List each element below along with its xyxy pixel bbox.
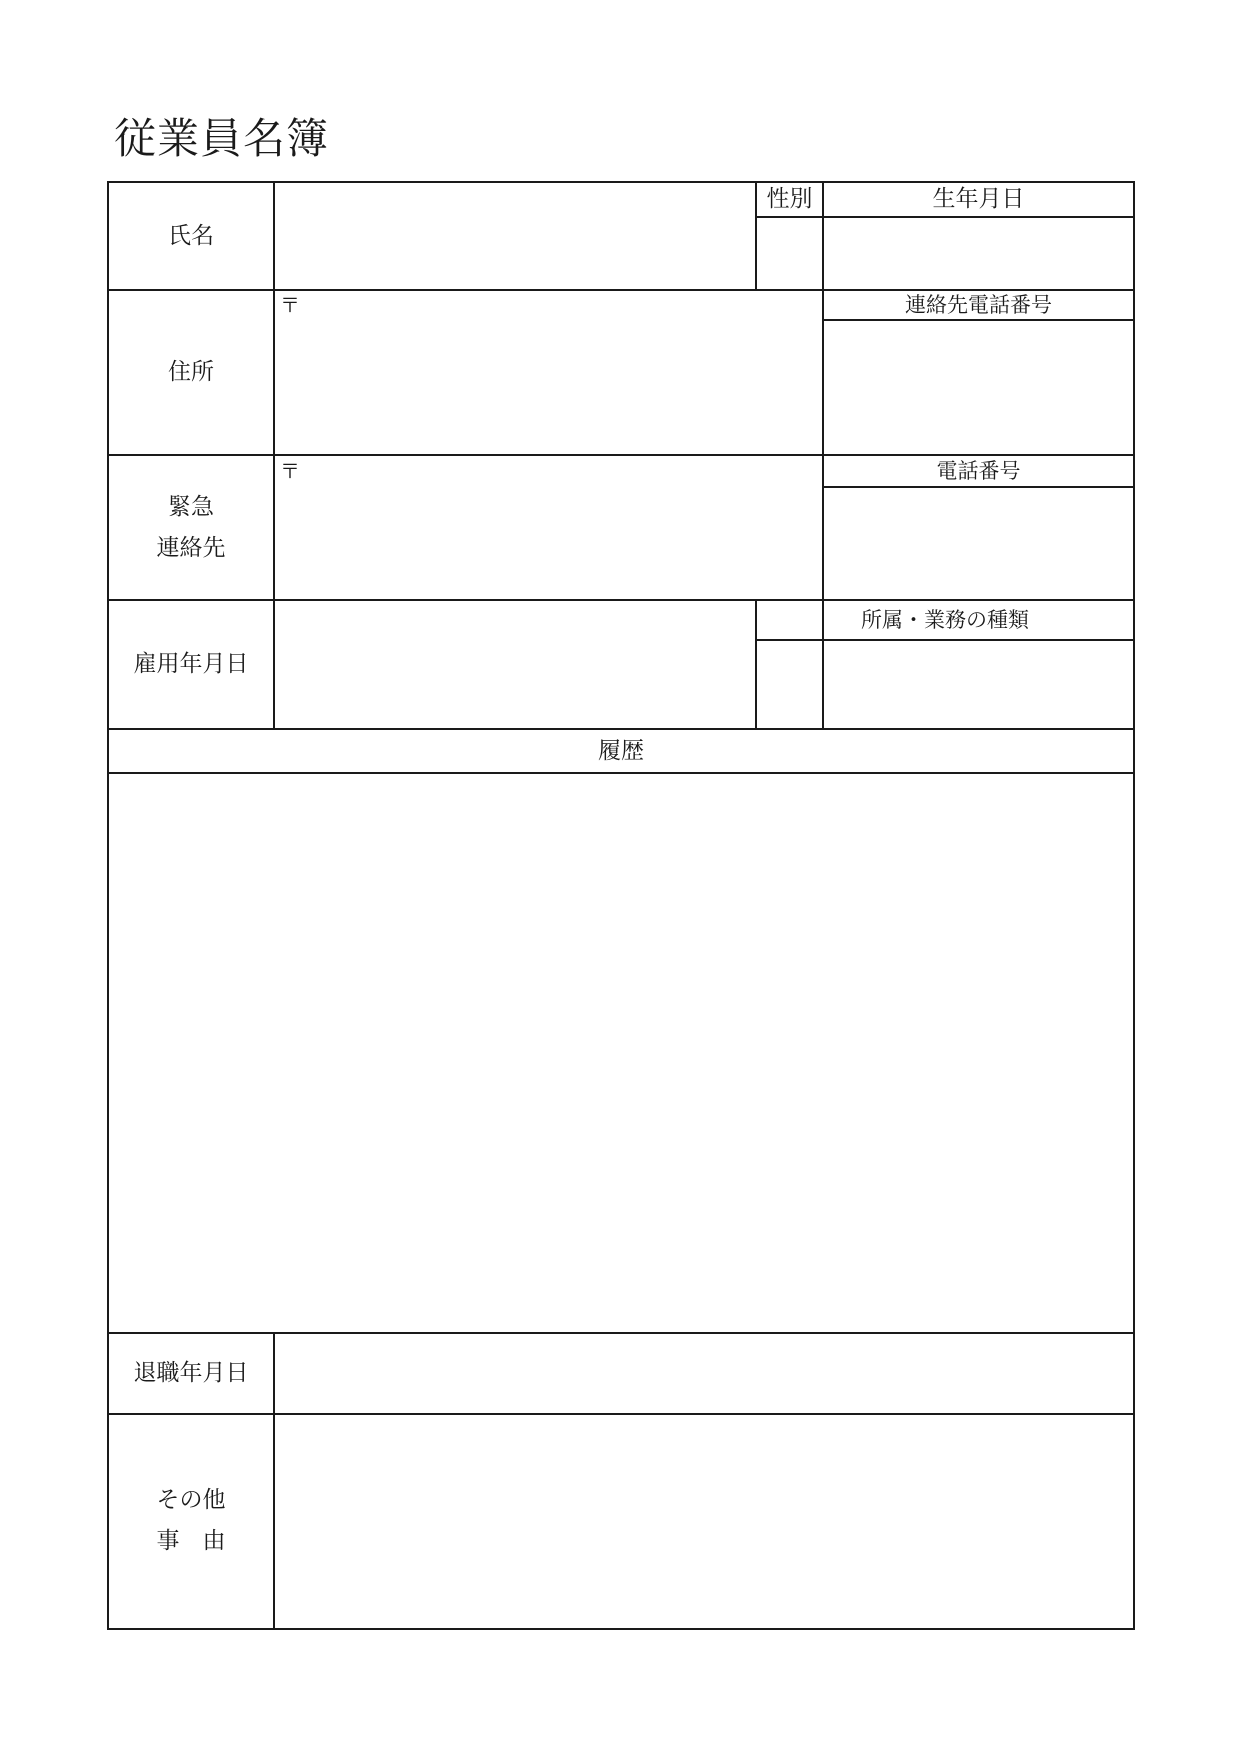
department-field[interactable] xyxy=(757,641,1133,728)
emergency-contact-label: 緊急 連絡先 xyxy=(156,494,226,561)
hire-date-label: 雇用年月日 xyxy=(133,651,249,678)
retirement-date-label: 退職年月日 xyxy=(133,1360,249,1387)
contact-phone-label: 連絡先電話番号 xyxy=(905,292,1052,317)
address-field[interactable] xyxy=(275,317,822,454)
contact-phone-field[interactable] xyxy=(824,321,1133,454)
name-label: 氏名 xyxy=(168,222,214,249)
emergency-address-field[interactable] xyxy=(275,483,822,599)
history-label: 履歴 xyxy=(598,737,644,764)
history-field[interactable] xyxy=(109,774,1133,1332)
retirement-date-field[interactable] xyxy=(275,1334,1133,1413)
phone-label: 電話番号 xyxy=(936,458,1021,483)
department-label: 所属・業務の種類 xyxy=(861,607,1029,632)
birthdate-label: 生年月日 xyxy=(932,186,1025,213)
address-label: 住所 xyxy=(168,359,214,386)
birthdate-field[interactable] xyxy=(824,218,1133,289)
gender-field[interactable] xyxy=(757,218,822,289)
employee-register-form xyxy=(107,181,1135,1630)
other-reason-field[interactable] xyxy=(275,1415,1133,1626)
name-field[interactable] xyxy=(275,183,755,289)
hire-date-field[interactable] xyxy=(275,601,755,728)
emergency-postal-mark: 〒 xyxy=(280,459,300,483)
page-title: 従業員名簿 xyxy=(114,114,330,163)
gender-label: 性別 xyxy=(766,186,813,213)
phone-field[interactable] xyxy=(824,488,1133,599)
postal-mark: 〒 xyxy=(280,293,300,317)
other-reason-label: その他 事 由 xyxy=(156,1487,226,1554)
